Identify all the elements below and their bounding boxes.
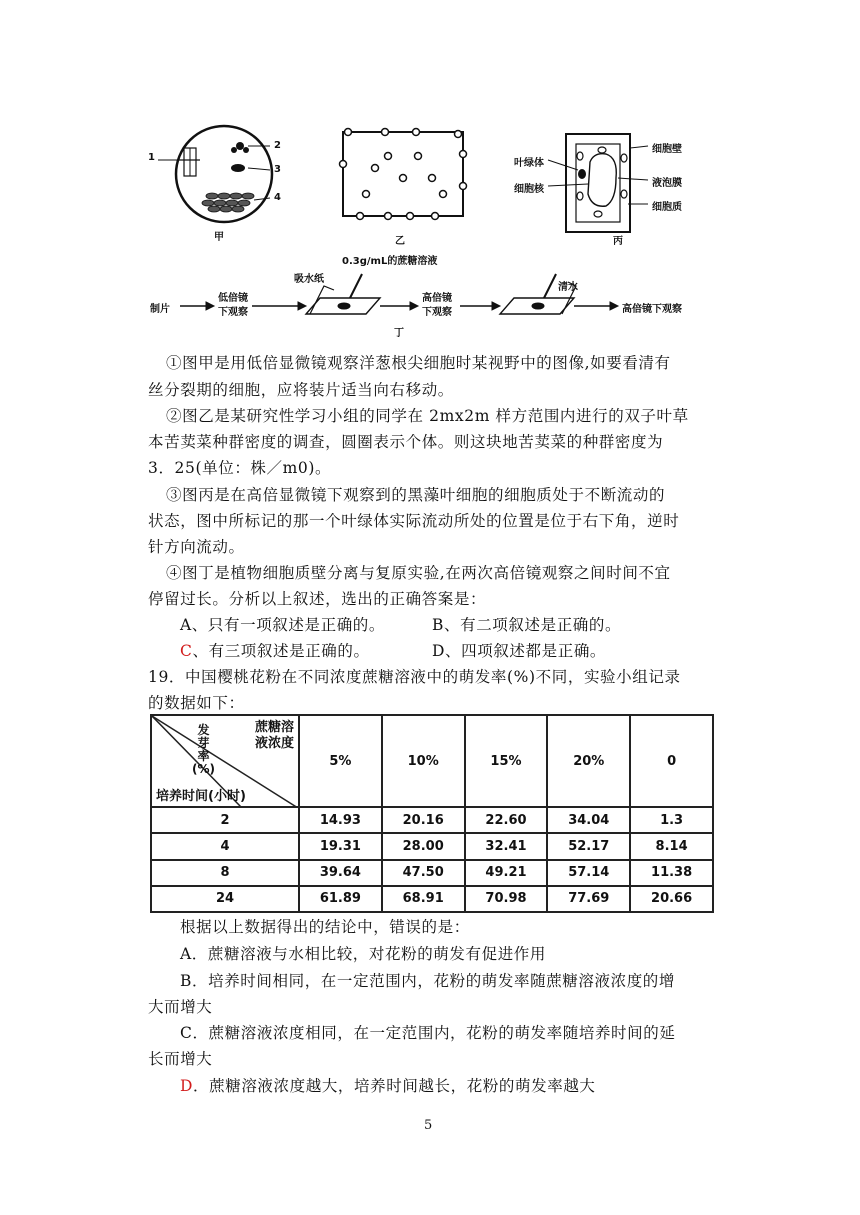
table-cell: 20.16 — [382, 807, 465, 833]
q18-answer-marker: C — [180, 642, 193, 660]
table-cell: 22.60 — [465, 807, 548, 833]
q19-option-c-line-1: C．蔗糖溶液浓度相同，在一定范围内，花粉的萌发率随培养时间的延 — [180, 1024, 676, 1042]
col-header-0: 0 — [630, 715, 713, 807]
table-cell: 49.21 — [465, 860, 548, 886]
q19-stem-line-1: 19．中国樱桃花粉在不同浓度蔗糖溶液中的萌发率(%)不同，实验小组记录 — [148, 668, 681, 686]
q18-statement-1-line-1: ①图甲是用低倍显微镜观察洋葱根尖细胞时某视野中的图像,如要看清有 — [166, 354, 671, 372]
table-cell: 32.41 — [465, 833, 548, 859]
col-header-15: 15% — [465, 715, 548, 807]
figure-yi — [340, 129, 467, 220]
header-culture-time: 培养时间(小时) — [156, 789, 246, 804]
page-number: 5 — [424, 1118, 433, 1133]
table-cell: 47.50 — [382, 860, 465, 886]
q19-option-b-line-1: B．培养时间相同，在一定范围内，花粉的萌发率随蔗糖溶液浓度的增 — [180, 972, 675, 990]
q18-statement-2-line-3: 3．25(单位：株／m0)。 — [148, 459, 332, 477]
table-cell: 57.14 — [547, 860, 630, 886]
figure-ding-step-high-power-2: 高倍镜下观察 — [622, 304, 682, 315]
figure-jia-label-1: 1 — [148, 152, 155, 163]
q18-statement-2-line-1: ②图乙是某研究性学习小组的同学在 2mx2m 样方范围内进行的双子叶草 — [166, 407, 689, 425]
table-cell: 34.04 — [547, 807, 630, 833]
header-germination-rate: 发 芽 率 (%) — [192, 723, 215, 776]
table-header-row — [151, 715, 713, 807]
table-row — [151, 807, 713, 833]
table-cell: 28.00 — [382, 833, 465, 859]
figure-bing-label-cytoplasm: 细胞质 — [652, 202, 682, 213]
q19-option-c-line-2: 长而增大 — [148, 1050, 213, 1068]
figure-bing-label-nucleus: 细胞核 — [514, 184, 544, 195]
figure-ding-label-blotting-paper: 吸水纸 — [294, 274, 324, 285]
figure-bing-label-vacuole-membrane: 液泡膜 — [652, 178, 682, 189]
figure-bing-label-chloroplast: 叶绿体 — [514, 158, 544, 169]
q18-statement-3-line-2: 状态，图中所标记的那一个叶绿体实际流动所处的位置是位于右下角，逆时 — [148, 512, 680, 530]
figure-panel — [148, 118, 714, 339]
figure-bing-caption: 丙 — [613, 236, 623, 247]
q19-answer-marker: D — [180, 1077, 194, 1095]
col-header-5: 5% — [299, 715, 382, 807]
figure-ding-step-high-power-1: 高倍镜 下观察 — [422, 293, 452, 318]
table-cell: 61.89 — [299, 886, 382, 912]
table-row — [151, 860, 713, 886]
figure-bing — [548, 134, 648, 232]
figure-ding-caption: 丁 — [394, 328, 404, 339]
table-cell: 68.91 — [382, 886, 465, 912]
q18-option-c-text: 、有三项叙述是正确的。 — [192, 642, 370, 660]
col-header-20: 20% — [547, 715, 630, 807]
q18-option-a: A、只有一项叙述是正确的。 — [180, 616, 385, 634]
q18-statement-3-line-1: ③图丙是在高倍显微镜下观察到的黑藻叶细胞的细胞质处于不断流动的 — [166, 486, 666, 504]
row-time: 8 — [151, 860, 299, 886]
figure-jia-caption: 甲 — [214, 232, 224, 243]
table-cell: 8.14 — [630, 833, 713, 859]
q19-question: 根据以上数据得出的结论中，错误的是： — [180, 918, 470, 936]
figure-jia — [158, 126, 272, 222]
q18-option-b: B、有二项叙述是正确的。 — [432, 616, 622, 634]
figure-bing-label-cell-wall: 细胞壁 — [652, 144, 682, 155]
row-time: 24 — [151, 886, 299, 912]
col-header-10: 10% — [382, 715, 465, 807]
figure-ding-step-low-power: 低倍镜 下观察 — [218, 293, 248, 318]
row-time: 4 — [151, 833, 299, 859]
table-cell: 70.98 — [465, 886, 548, 912]
table-cell: 1.3 — [630, 807, 713, 833]
q18-statement-2-line-2: 本苦荬菜种群密度的调查，圆圈表示个体。则这块地苦荬菜的种群密度为 — [148, 433, 664, 451]
q18-statement-3-line-3: 针方向流动。 — [148, 538, 245, 556]
q19-option-d-text: ．蔗糖溶液浓度越大，培养时间越长，花粉的萌发率越大 — [193, 1077, 596, 1095]
q19-option-a: A．蔗糖溶液与水相比较，对花粉的萌发有促进作用 — [180, 945, 546, 963]
table-row — [151, 833, 713, 859]
figure-ding-step-slide: 制片 — [150, 304, 170, 315]
figure-ding-label-sucrose: 0.3g/mL的蔗糖溶液 — [342, 256, 438, 267]
row-time: 2 — [151, 807, 299, 833]
figure-jia-label-2: 2 — [274, 140, 281, 151]
figure-jia-label-4: 4 — [274, 192, 281, 203]
table-cell: 39.64 — [299, 860, 382, 886]
table-cell: 19.31 — [299, 833, 382, 859]
table-cell: 77.69 — [547, 886, 630, 912]
figure-ding-label-water: 清水 — [558, 282, 578, 293]
q18-statement-4-line-1: ④图丁是植物细胞质壁分离与复原实验,在两次高倍镜观察之间时间不宜 — [166, 564, 671, 582]
table-cell: 11.38 — [630, 860, 713, 886]
q18-statement-1-line-2: 丝分裂期的细胞，应将装片适当向右移动。 — [148, 381, 454, 399]
q18-option-c — [180, 641, 370, 661]
germination-table — [150, 714, 714, 913]
figure-yi-caption: 乙 — [395, 236, 405, 247]
table-corner-header — [151, 715, 299, 807]
table-row — [151, 886, 713, 912]
q18-statement-4-line-2: 停留过长。分析以上叙述，选出的正确答案是： — [148, 590, 487, 608]
q18-option-d: D、四项叙述都是正确。 — [432, 642, 607, 660]
table-cell: 20.66 — [630, 886, 713, 912]
q19-option-b-line-2: 大而增大 — [148, 998, 213, 1016]
q19-stem-line-2: 的数据如下： — [148, 694, 245, 712]
table-cell: 52.17 — [547, 833, 630, 859]
figure-jia-label-3: 3 — [274, 164, 281, 175]
q19-option-d — [180, 1076, 596, 1096]
header-sucrose-concentration: 蔗糖溶 液浓度 — [254, 720, 294, 751]
table-cell: 14.93 — [299, 807, 382, 833]
